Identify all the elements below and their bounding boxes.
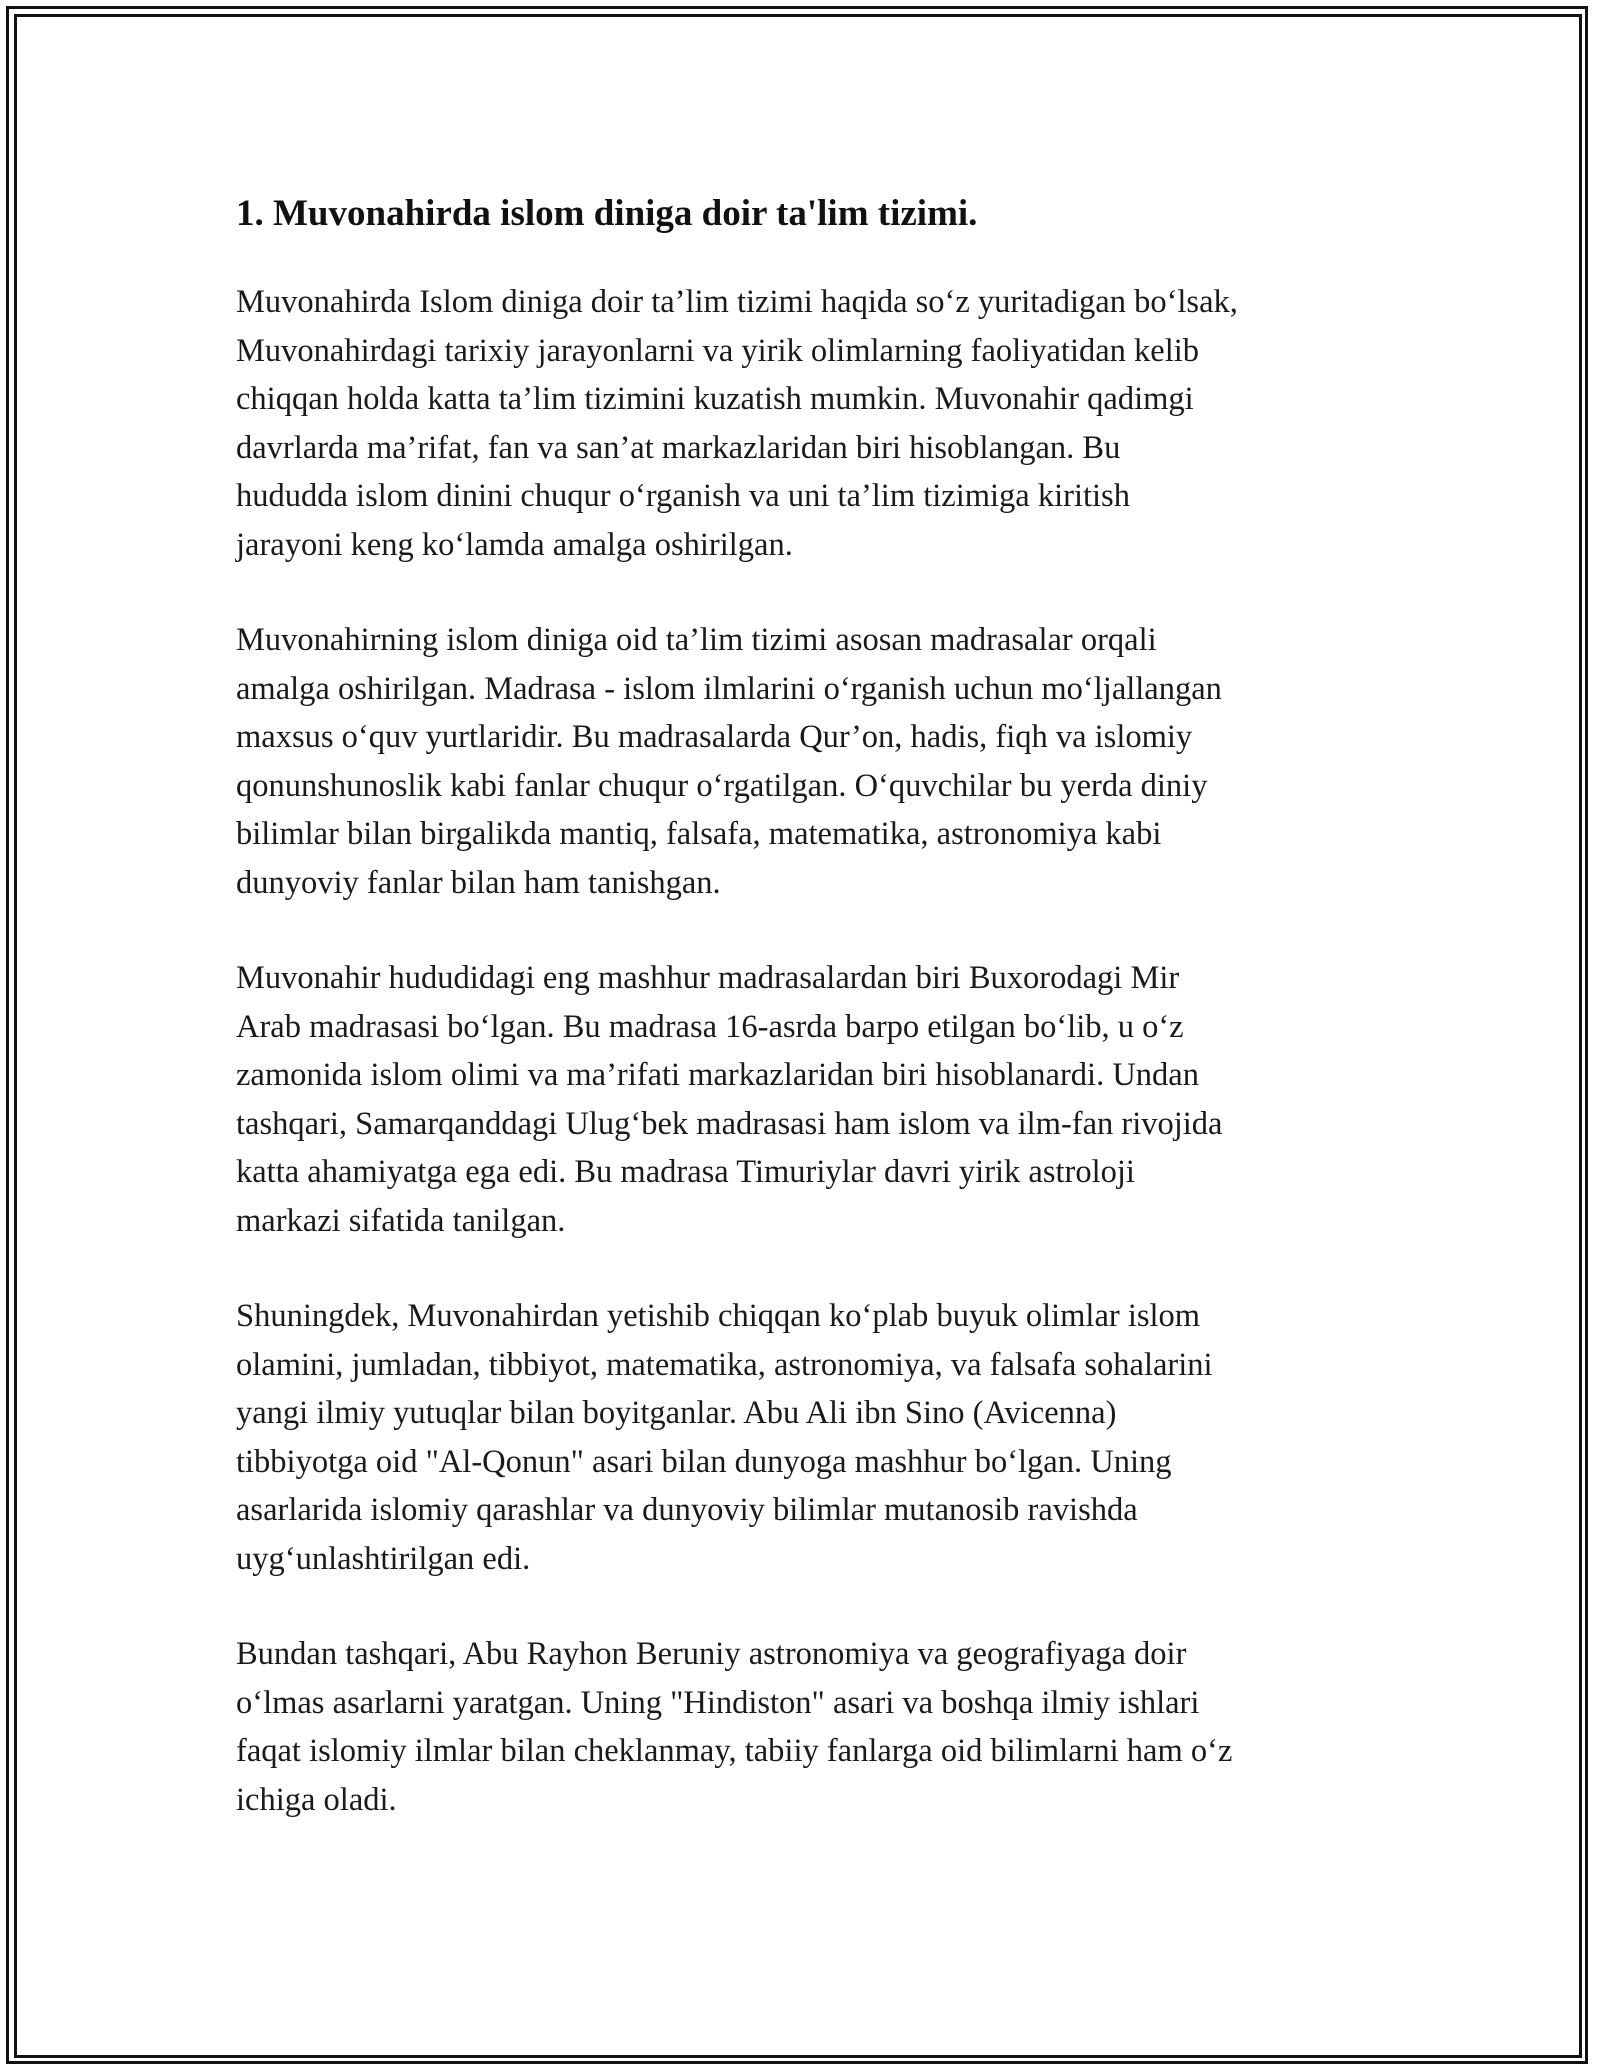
paragraph-2 (236, 616, 1376, 907)
text-line: Bundan tashqari, Abu Rayhon Beruniy astronomiya va geografiyaga doir (236, 1636, 1187, 1672)
text-line: tashqari, Samarqanddagi Ulug‘bek madrasasi ham islom va ilm-fan rivojida (236, 1105, 1223, 1142)
text-line: uyg‘unlashtirilgan edi. (236, 1540, 531, 1577)
text-line: qonunshunoslik kabi fanlar chuqur o‘rgatilgan. O‘quvchilar bu yerda diniy (236, 767, 1208, 804)
text-line: zamonida islom olimi va ma’rifati markazlaridan biri hisoblanardi. Undan (236, 1057, 1199, 1093)
text-line: asarlarida islomiy qarashlar va dunyoviy bilimlar mutanosib ravishda (236, 1492, 1138, 1528)
text-line: o‘lmas asarlarni yaratgan. Uning "Hindiston" asari va boshqa ilmiy ishlari (236, 1684, 1200, 1721)
text-line: hududda islom dinini chuqur o‘rganish va uni ta’lim tizimiga kiritish (236, 478, 1130, 514)
paragraph-1 (236, 278, 1376, 569)
text-line: Muvonahir hududidagi eng mashhur madrasalardan biri Buxorodagi Mir (236, 960, 1180, 996)
text-line: markazi sifatida tanilgan. (236, 1202, 566, 1239)
text-line: katta ahamiyatga ega edi. Bu madrasa Timuriylar davri yirik astroloji (236, 1154, 1135, 1190)
text-line: yangi ilmiy yutuqlar bilan boyitganlar. Abu Ali ibn Sino (Avicenna) (236, 1395, 1117, 1431)
text-line: jarayoni keng ko‘lamda amalga oshirilgan. (236, 526, 793, 563)
text-line: chiqqan holda katta ta’lim tizimini kuzatish mumkin. Muvonahir qadimgi (236, 381, 1194, 417)
text-line: Shuningdek, Muvonahirdan yetishib chiqqan ko‘plab buyuk olimlar islom (236, 1298, 1201, 1334)
text-line: davrlarda ma’rifat, fan va san’at markazlaridan biri hisoblangan. Bu (236, 429, 1121, 466)
paragraph-5 (236, 1630, 1376, 1824)
document-heading: 1. Muvonahirda islom diniga doir ta'lim tizimi. (236, 193, 978, 234)
text-line: Muvonahirning islom diniga oid ta’lim tizimi asosan madrasalar orqali (236, 622, 1157, 658)
paragraph-3 (236, 954, 1376, 1245)
text-line: Muvonahirda Islom diniga doir ta’lim tizimi haqida so‘z yuritadigan bo‘lsak, (236, 284, 1238, 320)
text-line: dunyoviy fanlar bilan ham tanishgan. (236, 864, 721, 901)
text-line: faqat islomiy ilmlar bilan cheklanmay, tabiiy fanlarga oid bilimlarni ham o‘z (236, 1733, 1233, 1769)
document-body (236, 186, 1376, 1871)
text-line: bilimlar bilan birgalikda mantiq, falsafa, matematika, astronomiya kabi (236, 816, 1162, 852)
text-line: amalga oshirilgan. Madrasa - islom ilmlarini o‘rganish uchun mo‘ljallangan (236, 670, 1222, 707)
text-line: olamini, jumladan, tibbiyot, matematika, astronomiya, va falsafa sohalarini (236, 1346, 1213, 1383)
text-line: Arab madrasasi bo‘lgan. Bu madrasa 16-asrda barpo etilgan bo‘lib, u o‘z (236, 1008, 1184, 1045)
text-line: maxsus o‘quv yurtlaridir. Bu madrasalarda Qur’on, hadis, fiqh va islomiy (236, 719, 1193, 755)
paragraph-4 (236, 1292, 1376, 1583)
text-line: Muvonahirdagi tarixiy jarayonlarni va yirik olimlarning faoliyatidan kelib (236, 332, 1200, 369)
text-line: ichiga oladi. (236, 1781, 397, 1818)
text-line: tibbiyotga oid "Al-Qonun" asari bilan dunyoga mashhur bo‘lgan. Uning (236, 1443, 1172, 1480)
